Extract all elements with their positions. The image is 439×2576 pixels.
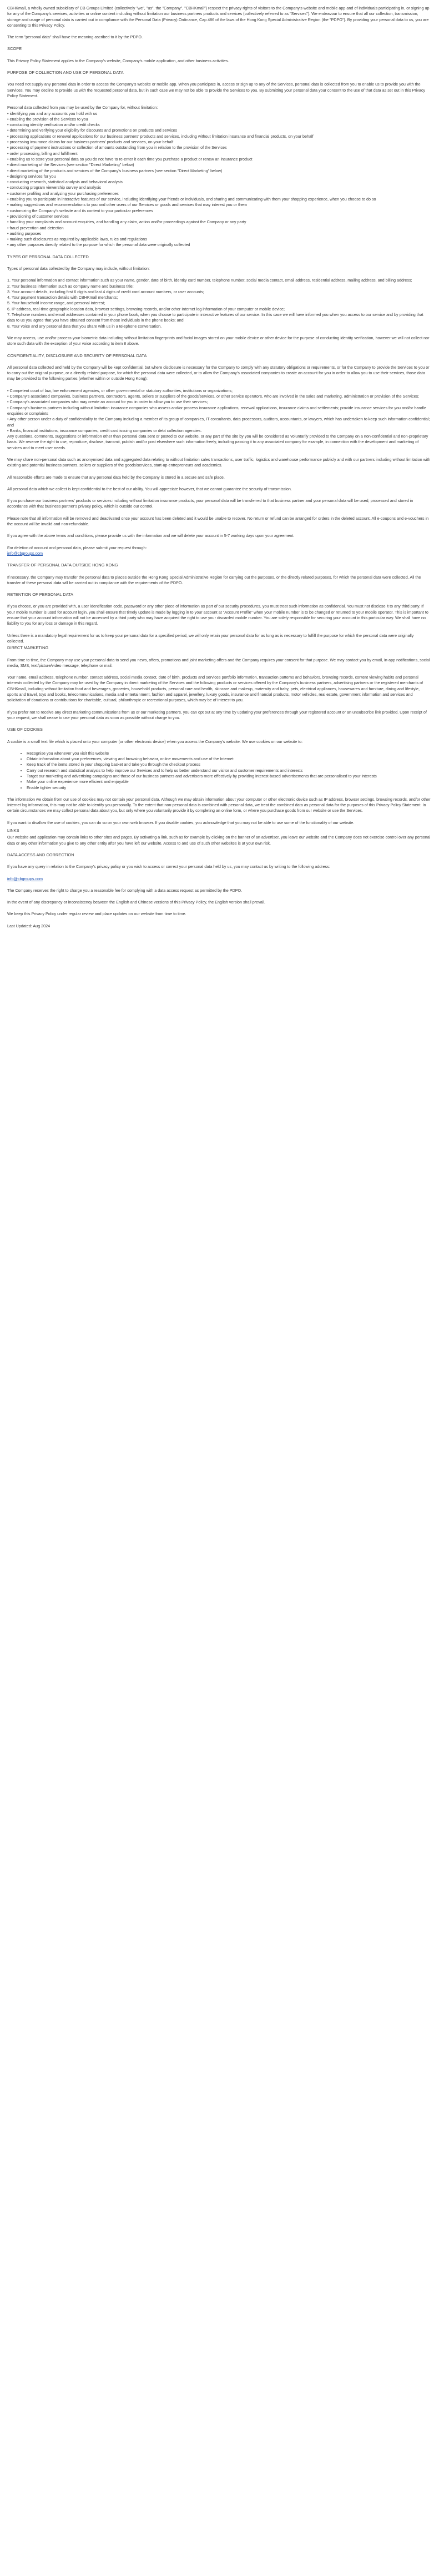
language-discrepancy-paragraph: In the event of any discrepancy or inconsistency between the English and Chinese versions of this Privacy Policy, the English version shall prevail. <box>7 900 265 905</box>
purpose-list-item: • identifying you and any accounts you hold with us <box>7 111 98 116</box>
purpose-list-item: • designing services for you <box>7 173 56 179</box>
confidentiality-heading: CONFIDENTIALITY, DISCLOSURE AND SECURITY OF PERSONAL DATA <box>7 353 147 358</box>
non-confidential-paragraph: Any questions, comments, suggestions or information other than personal data sent or posted to our website, or any part of the site by you will be considered as voluntarily provided to the Company on a non-confidential and non-proprietary basis. We reserve the right to use, reproduce, disclose, transmit, publish and/or post elsewhere such information freely, including passing it to any associated company for example, in connection with the development and marketing of services and to meet user needs. <box>7 434 428 450</box>
purpose-list-item: • direct marketing of the products and services of the Company's business partners (see section "Direct Marketing" below) <box>7 168 223 173</box>
retention-period-paragraph: Unless there is a mandatory legal requirement for us to keep your personal data for a specified period, we will only retain your personal data for as long as is necessary to fulfill the purpose for which the personal data were originally collected. <box>7 632 414 644</box>
direct-marketing-paragraph: From time to time, the Company may use your personal data to send you news, offers, promotions and joint marketing offers and the Company requires your consent for that purpose. We may contact you by email, in-app notifications, social media, SMS, text/picture/video message, telephone or mail. <box>7 657 430 668</box>
scope-heading: SCOPE <box>7 46 22 52</box>
scope-paragraph: This Privacy Policy Statement applies to the Company's website, Company's mobile application, and other business activities. <box>7 58 229 63</box>
cookies-paragraph: A cookie is a small text file which is placed onto your computer (or other electronic device) when you access the Company's website. We use cookies on our website to: <box>7 739 303 744</box>
purpose-list <box>7 111 431 248</box>
confidentiality-paragraph: All personal data collected and held by the Company will be kept confidential, but where disclosure is necessary for the Company to comply with any statutory obligations or requirements, or for the Company to provide the Services to you or to carry out the original purpose, or a directly related purpose, for which the personal data were collected, or to allow the Company's associated companies to create an account for you in order to allow you to use their services, those data may be provided to the following parties (whether within or outside Hong Kong): <box>7 364 430 381</box>
purpose-paragraph: You need not supply any personal data in order to access the Company's website or mobile app. When you participate in, access or sign up to any of the Services, personal data is collected from you to enable us to provide you with the Services. You may decline to provide us with the requested personal data, but in such case we may not be able to provide the Services to you. By submitting your personal data your consent to the use of that data as set out in this Privacy Policy Statement. <box>7 82 426 98</box>
deletion-email-link[interactable]: info@cbgroups.com <box>7 550 43 556</box>
purpose-list-item: • enabling the provision of the Services to you <box>7 116 88 122</box>
cookie-use-item: • Target our marketing and advertising campaigns and those of our business partners and advertisers more effectively by providing interest-based advertisements that are personalised to your interests <box>27 774 431 779</box>
direct-marketing-heading: DIRECT MARKETING <box>7 645 49 651</box>
deletion-agreement-paragraph: If you agree with the above terms and conditions, please provide us with the information and we will delete your account in 5-7 working days upon your agreement. <box>7 533 295 539</box>
disclosure-party-item: • Company's business partners including without limitation insurance companies who assess and/or process insurance applications, renewal applications, insurance claims and settlements; provide insurance services for you and/or handle enquiries or complaints <box>7 405 426 416</box>
purpose-list-item: • conducting program viewership survey and analysis <box>7 185 102 190</box>
purpose-list-item: • processing insurance claims for our business partners' products and services, on your behalf <box>7 139 174 145</box>
types-list <box>7 278 431 329</box>
purpose-list-item: • customizing the Company's website and its content to your particular preferences <box>7 208 153 213</box>
cookie-use-item: • Carry out research and statistical analysis to help improve our Services and to help us better understand our visitor and customer requirements and interests <box>27 768 431 774</box>
data-type-item: 2. Your business information such as company name and business title; <box>7 283 134 289</box>
purpose-list-item: • enabling us to store your personal data so you do not have to re-enter it each time you purchase a product or renew an insurance product <box>7 156 253 162</box>
cookies-heading: USE OF COOKIES <box>7 727 43 732</box>
purpose-list-item: • order processing, billing and fulfillment <box>7 150 78 156</box>
disclosure-party-item: • Company's associated companies, business partners, contractors, agents, sellers or suppliers of the goods/services, or other service operators, who are involved in the sales and marketing, administration or provision of the Services; <box>7 394 420 399</box>
data-type-item: 3. Your account details, including first 6 digits and last 4 digits of credit card account numbers, or user accounts; <box>7 289 204 294</box>
purpose-heading: PURPOSE OF COLLECTION AND USE OF PERSONAL DATA <box>7 70 124 76</box>
data-access-heading: DATA ACCESS AND CORRECTION <box>7 852 74 857</box>
purpose-list-item: • customer profiling and analyzing your purchasing preferences <box>7 190 119 196</box>
purpose-list-item: • any other purposes directly related to the purpose for which the personal data were originally collected <box>7 242 190 248</box>
purpose-list-item: • direct marketing of the Services (see section "Direct Marketing" below) <box>7 162 134 168</box>
links-heading: LINKS <box>7 828 19 833</box>
data-type-item: 4. Your payment transaction details with CBHKmall merchants; <box>7 295 118 300</box>
personal-data-definition: The term "personal data" shall have the meaning ascribed to it by the PDPO. <box>7 34 143 40</box>
links-paragraph: Our website and application may contain links to other sites and pages. By activating a link, such as for example by clicking on the banner of an advertiser, you leave our website and the Company does not exercise control over any personal data or any other information you give to any other entity after you have left our website. Access to and use of such other websites is at your own risk. <box>7 835 431 846</box>
data-access-paragraph: If you have any query in relation to the Company's privacy policy or you wish to access or correct your personal data held by us, you may contact us by writing to the following address: <box>7 864 330 870</box>
purpose-list-item: • determining and verifying your eligibility for discounts and promotions on products and services <box>7 128 178 133</box>
disable-cookies-paragraph: If you want to disallow the use of cookies, you can do so on your own web browser. If you disable cookies, you acknowledge that you may not be able to use some of the functionality of our website. <box>7 820 355 825</box>
types-heading: TYPES OF PERSONAL DATA COLLECTED <box>7 254 89 259</box>
last-updated: Last Updated: Aug 2024 <box>7 923 51 928</box>
secure-storage-paragraph: All reasonable efforts are made to ensure that any personal data held by the Company is stored in a secure and safe place. <box>7 474 225 480</box>
data-type-item: 8. Your voice and any personal data that you share with us in a telephone conversation. <box>7 323 162 329</box>
cookie-use-item: • Keep track of the items stored in your shopping basket and take you through the checkout process <box>27 762 431 767</box>
data-type-item: 7. Telephone numbers and email addresses contained in your phone book, when you choose to participate in interactive features of our service. In this case we will have informed you when you access to our service and by providing that data to us you agree that you have obtained consent from those individuals in the phone books; and <box>7 312 423 323</box>
biometric-paragraph: We may access, use and/or process your biometric data including without limitation fingerprints and facial images stored on your mobile device or other device for the purpose of conducting identity verification, however we will not collect nor store such data with the exception of your voice according to item 8 above. <box>7 335 430 347</box>
disclosure-party-item: • Any other person under a duty of confidentiality to the Company including a member of its group of companies, IT consultants, data processors, auditors, accountants, or lawyers, which has undertaken to keep such information confidential; and <box>7 416 430 428</box>
purpose-list-item: • conducting research, statistical analysis and behavioral analysis <box>7 179 123 185</box>
purpose-list-item: • auditing purposes <box>7 230 42 236</box>
cookie-use-item: • Recognise you whenever you visit this website <box>27 751 431 756</box>
transmission-paragraph: All personal data which we collect is kept confidential to the best of our ability. You will appreciate however, that we cannot guarantee the security of transmission. <box>7 486 292 491</box>
business-partner-paragraph: If you purchase our business partners' products or services including without limitation insurance products, your personal data will be transferred to that business partner and your personal data will be used, processed and stored in accordance with that business partner's privacy policy, which is outside our control. <box>7 498 413 509</box>
purpose-list-item: • handling your complaints and account enquiries, and handling any claim, action and/or proceedings against the Company or any party <box>7 219 246 225</box>
purpose-list-item: • provisioning of customer services <box>7 213 69 219</box>
privacy-policy-document <box>0 0 439 937</box>
purpose-list-item: • making such disclosures as required by applicable laws, rules and regulations <box>7 237 147 242</box>
security-credentials-paragraph: If you choose, or you are provided with, a user identification code, password or any other piece of information as part of our security procedures, you must treat such information as confidential. You must not disclose it to any third party. If your mobile number is used for account login, you shall ensure that timely update is made by logging in to your account at "Account Profile" when your mobile number is to be changed or returned to your mobile operator. This is important to ensure that your account information will not be accessed by a third party who may have acquired the right to use your discarded mobile number. You are solely responsible for securing your account in this particular way. We shall have no liability to you for any loss or damage in this regard. <box>7 604 428 626</box>
opt-out-paragraph: If you prefer not to receive any direct marketing communications from us or our marketing partners, you can opt out at any time by updating your preferences through your registered account or an unsubscribe link provided. Upon receipt of your request, we shall cease to use your personal data as soon as possible without charge to you. <box>7 709 427 720</box>
non-personal-data-paragraph: We may share non-personal data such as anonymised data and aggregated data relating to without limitation sales transactions, user traffic, logistics and warehouse performance publicly and with our partners including without limitation with existing and potential business partners, sellers or suppliers of the goods/services, start-up entrepreneurs and academics. <box>7 457 431 468</box>
purpose-list-item: • processing applications or renewal applications for our business partners' products and services, including without limitation insurance and financial products, on your behalf <box>7 133 314 139</box>
access-email-line <box>7 876 431 882</box>
access-email-link[interactable]: info@cbgroups.com <box>7 876 43 881</box>
data-type-item: 5. Your household income range, and personal interest; <box>7 300 105 306</box>
purpose-list-item: • processing of payment instructions or collection of amounts outstanding from you in relation to the provision of the Services <box>7 145 227 150</box>
deletion-request-paragraph <box>7 545 431 557</box>
purpose-list-item: • making suggestions and recommendations to you and other users of our Services or goods and services that may interest you or them <box>7 202 247 208</box>
transfer-heading: TRANSFER OF PERSONAL DATA OUTSIDE HONG KONG <box>7 563 118 568</box>
disclosure-party-item: • Company's associated companies who may create an account for you in order to allow you to use their services; <box>7 399 208 405</box>
cookie-use-item: • Make your online experience more efficient and enjoyable <box>27 779 431 785</box>
purpose-list-intro: Personal data collected from you may be used by the Company for, without limitation: <box>7 105 158 111</box>
cookie-use-item: • Obtain information about your preferences, viewing and browsing behavior, online movements and use of the Internet <box>27 756 431 762</box>
disclosure-party-item: • Banks, financial institutions, insurance companies, credit card issuing companies or debt collection agencies. <box>7 428 202 433</box>
cookie-uses-list <box>7 751 431 791</box>
direct-marketing-data-paragraph: Your name, email address, telephone number, contact address, social media contact, date of birth, products and services portfolio information, transaction patterns and behaviors, browsing records, content viewing habits and personal interests collected by the Company may be used by the Company in direct marketing of the Services and the following products or services offered by the Company's business partners, advertising partners or the registered merchants of CBHKmall, including without limitation food and beverages, groceries, household products, personal care and health, skincare and makeup, maternity and baby, pets, electrical appliances, housewares and furniture, dining and lifestyle, sports and travel, toys and books, telecommunications, media and entertainment, fashion and apparel, jewellery, luxury goods, insurance and financial products, motor vehicles, real estate, government information and services and solicitation of donations or contributions for charitable, cultural, philanthropic or recreational purposes, which may be of interest to you. <box>7 675 423 703</box>
intro-paragraph: CBHKmall, a wholly owned subsidiary of CB Groups Limited (collectively "we", "us", the "Company", "CBHKmall") respect the privacy rights of visitors to the Company's website and mobile app and of individuals participating in, or signing up for any of the Company's services, activities or online content including without limitation our business partners products and services (collectively referred to as "Services"). We endeavour to ensure that all our collection, transmission, storage and usage of personal data is carried out in compliance with the Personal Data (Privacy) Ordinance, Cap 486 of the laws of the Hong Kong Special Administrative Region (the "PDPO"). By providing your personal data to us, you are consenting to this Privacy Policy. <box>7 6 430 28</box>
purpose-list-item: • enabling you to participate in interactive features of our service, including identifying your friends or individuals, and sharing and communicating with them your shopping experience, when you choose to do so <box>7 197 376 202</box>
access-fee-paragraph: The Company reserves the right to charge you a reasonable fee for complying with a data access request as permitted by the PDPO. <box>7 887 243 893</box>
policy-review-paragraph: We keep this Privacy Policy under regular review and place updates on our website from time to time. <box>7 911 186 917</box>
transfer-paragraph: If necessary, the Company may transfer the personal data to places outside the Hong Kong Special Administrative Region for carrying out the purposes, or the directly related purposes, for which the personal data were collected. All the transfer of these personal data will be carried out in compliance with the requirements of the PDPO. <box>7 574 421 585</box>
account-deletion-paragraph: Please note that all information will be removed and deactivated once your account has been deleted and it would be unable to recover. No return or refund can be arranged for orders in the deleted account. All e-coupons and e-vouchers in the account will be invalid and non-refundable. <box>7 515 429 527</box>
cookie-information-paragraph: The information we obtain from our use of cookies may not contain your personal data. Although we may obtain information about your computer or other electronic device such as IP address, browser settings, browsing records, and/or other Internet log information, this may not be able to identify you personally. To the extent that non-personal data is combined with personal data, we treat the combined data as personal data for the purposes of this Privacy Policy Statement. In certain circumstances we may collect personal data about you, but only where you voluntarily provide it by completing an online form, or where you purchase goods from our website or use the Services. <box>7 796 431 814</box>
purpose-list-item: • conducting identity verification and/or credit checks <box>7 122 100 128</box>
data-type-item: 6. IP address, real-time geographic location data, browser settings, browsing records, and/or other Internet log information of your computer or mobile device; <box>7 306 285 312</box>
retention-heading: RETENTION OF PERSONAL DATA <box>7 592 74 597</box>
data-type-item: 1. Your personal information and contact information such as your name, gender, date of birth, identity card number, telephone number, social media contact, email address, residential address, mailing address, and billing address; <box>7 278 412 283</box>
cookie-use-item: • Enable tighter security <box>27 785 431 791</box>
purpose-list-item: • fraud prevention and detection <box>7 225 64 230</box>
disclosure-party-item: • Competent court of law, law enforcement agencies, or other governmental or statutory authorities, institutions or organizations; <box>7 388 233 393</box>
disclosure-parties-list <box>7 388 431 434</box>
types-list-intro: Types of personal data collected by the Company may include, without limitation: <box>7 265 150 271</box>
deletion-request-text: For deletion of account and personal data, please submit your request through: <box>7 545 147 550</box>
